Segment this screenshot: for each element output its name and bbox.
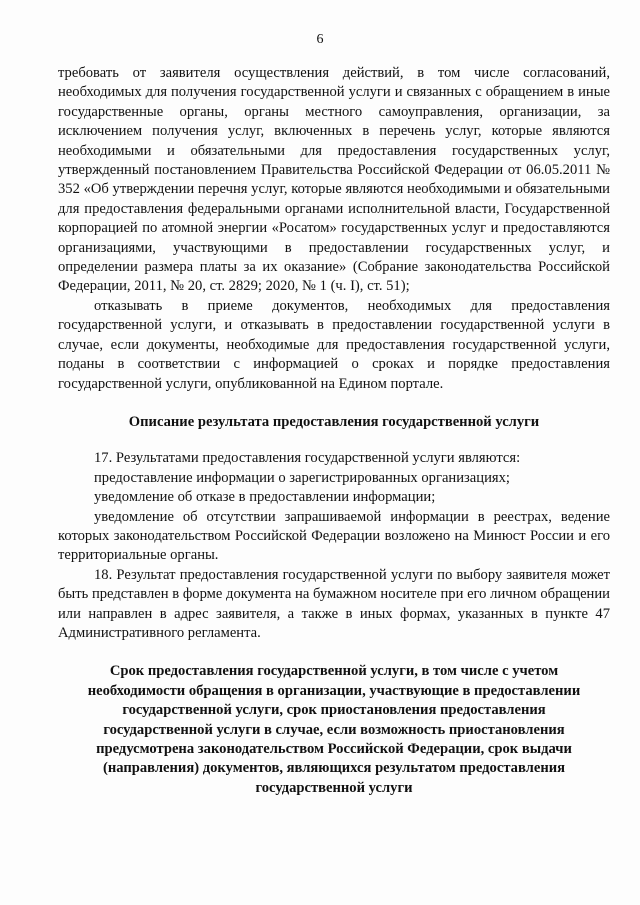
- paragraph-17: 17. Результатами предоставления государственной услуги являются:: [94, 450, 521, 467]
- heading-line: предусмотрена законодательством Российской Федерации, срок выдачи: [96, 741, 572, 757]
- page-number: 6: [316, 32, 324, 47]
- spacer: [58, 394, 610, 413]
- heading-line: государственной услуги, срок приостановления предоставления: [122, 702, 546, 719]
- paragraph-refusal: отказывать в приеме документов, необходимых для предоставления государственной услуги, и отказывать в предоставлении государственной услуги в случае, если документы, необходимые для предоставления государственной услуги, поданы в соответствии с информацией о сроках и порядке предоставления государственной услуги, опубликованной на Едином портале.: [58, 297, 610, 392]
- spacer: [58, 432, 610, 449]
- list-item-info: предоставление информации о зарегистрированных организациях;: [94, 469, 510, 486]
- spacer: [58, 643, 610, 662]
- list-item-absence-notice: уведомление об отсутствии запрашиваемой информации в реестрах, ведение которых законодательством Российской Федерации возложено на Минюст России и его территориальные органы.: [58, 508, 610, 564]
- heading-line: Срок предоставления государственной услуги, в том числе с учетом: [109, 663, 559, 680]
- heading-line: (направления) документов, являющихся результатом предоставления: [102, 760, 566, 777]
- section-heading-term: [58, 662, 610, 798]
- document-body: [58, 64, 610, 798]
- heading-line: государственной услуги: [255, 779, 413, 796]
- paragraph-requirements: требовать от заявителя осуществления действий, в том числе согласований, необходимых для получения государственной услуги и связанных с обращением в иные государственные органы, органы местного самоуправления, организации, за исключением получения услуг, включенных в перечень услуг, которые являются необходимыми и обязательными для предоставления государственных услуг, утвержденный постановлением Правительства Российской Федерации от 06.05.2011 № 352 «Об утверждении перечня услуг, которые являются необходимыми и обязательными для предоставления федеральными органами исполнительной власти, Государственной корпорацией по атомной энергии «Росатом» государственных услуг и предоставляются организациями, участвующими в предоставлении государственных услуг, и определении размера платы за их оказание» (Собрание законодательства Российской Федерации, 2011, № 20, ст. 2829; 2020, № 1 (ч. I), ст. 51);: [58, 65, 610, 295]
- heading-line: необходимости обращения в организации, участвующие в предоставлении: [87, 682, 581, 699]
- heading-line: государственной услуги в случае, если возможность приостановления: [103, 721, 565, 738]
- paragraph-18: 18. Результат предоставления государственной услуги по выбору заявителя может быть представлен в форме документа на бумажном носителе при его личном обращении или направлен в адрес заявителя, а также в иных формах, указанных в пункте 47 Административного регламента.: [58, 566, 610, 641]
- list-item-refusal-notice: уведомление об отказе в предоставлении информации;: [94, 489, 436, 506]
- section-heading-result: Описание результата предоставления государственной услуги: [128, 413, 540, 430]
